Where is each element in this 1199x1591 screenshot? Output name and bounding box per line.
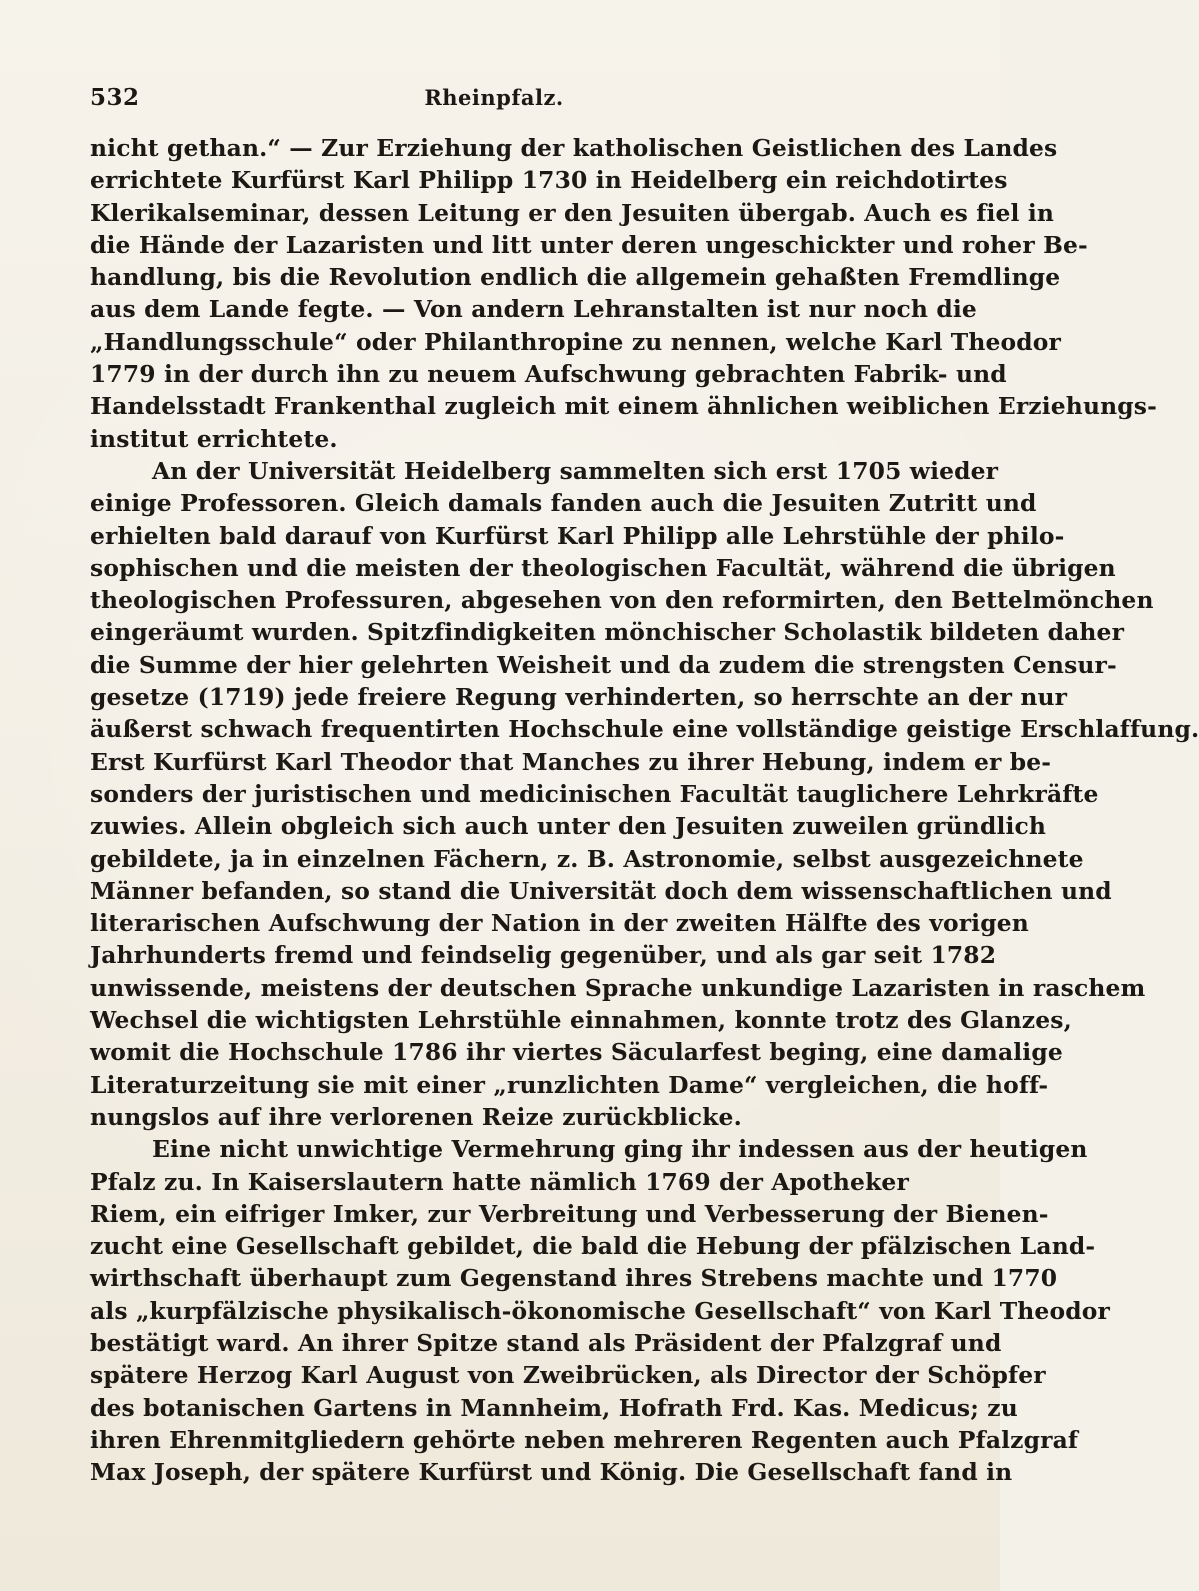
text-line: eingeräumt wurden. Spitzfindigkeiten mönchischer Scholastik bildeten daher <box>90 618 1125 647</box>
text-line: des botanischen Gartens in Mannheim, Hofrath Frd. Kas. Medicus; zu <box>90 1393 1018 1422</box>
text-line: Klerikalseminar, dessen Leitung er den Jesuiten übergab. Auch es fiel in <box>90 198 1055 227</box>
text-line: Literaturzeitung sie mit einer „runzlichten Dame“ vergleichen, die hoff- <box>90 1070 1049 1099</box>
text-line: bestätigt ward. An ihrer Spitze stand als Präsident der Pfalzgraf und <box>90 1328 1002 1357</box>
text-line: Pfalz zu. In Kaiserslautern hatte nämlich 1769 der Apotheker <box>90 1167 909 1196</box>
text-line: die Hände der Lazaristen und litt unter deren ungeschickter und roher Be- <box>90 230 1088 259</box>
text-line: „Handlungsschule“ oder Philanthropine zu nennen, welche Karl Theodor <box>90 327 1062 356</box>
text-line: einige Professoren. Gleich damals fanden auch die Jesuiten Zutritt und <box>90 489 1037 518</box>
text-line: nungslos auf ihre verlorenen Reize zurückblicke. <box>90 1102 742 1131</box>
text-line: sonders der juristischen und medicinischen Facultät tauglichere Lehrkräfte <box>90 779 1099 808</box>
text-line: als „kurpfälzische physikalisch-ökonomische Gesellschaft“ von Karl Theodor <box>90 1296 1110 1325</box>
text-line: theologischen Professuren, abgesehen von den reformirten, den Bettelmönchen <box>90 586 1154 615</box>
text-line: äußerst schwach frequentirten Hochschule eine vollständige geistige Erschlaffung. <box>90 715 1199 744</box>
text-line: 1779 in der durch ihn zu neuem Aufschwung gebrachten Fabrik- und <box>90 360 1007 389</box>
text-line: handlung, bis die Revolution endlich die allgemein gehaßten Fremdlinge <box>90 263 1061 292</box>
page-number: 532 <box>90 84 140 111</box>
text-line: zucht eine Gesellschaft gebildet, die bald die Hebung der pfälzischen Land- <box>90 1232 1096 1261</box>
text-line: die Summe der hier gelehrten Weisheit und da zudem die strengsten Censur- <box>90 650 1117 679</box>
text-line: Riem, ein eifriger Imker, zur Verbreitung und Verbesserung der Bienen- <box>90 1199 1049 1228</box>
text-line: aus dem Lande fegte. — Von andern Lehranstalten ist nur noch die <box>90 295 977 324</box>
text-line: Handelsstadt Frankenthal zugleich mit einem ähnlichen weiblichen Erziehungs- <box>90 392 1157 421</box>
text-line: Wechsel die wichtigsten Lehrstühle einnahmen, konnte trotz des Glanzes, <box>90 1006 1072 1035</box>
text-line: erhielten bald darauf von Kurfürst Karl Philipp alle Lehrstühle der philo- <box>90 521 1065 550</box>
text-line: wirthschaft überhaupt zum Gegenstand ihres Strebens machte und 1770 <box>90 1264 1058 1293</box>
text-line: zuwies. Allein obgleich sich auch unter den Jesuiten zuweilen gründlich <box>90 812 1047 841</box>
text-line: gebildete, ja in einzelnen Fächern, z. B. Astronomie, selbst ausgezeichnete <box>90 844 1084 873</box>
paragraph-start-line: An der Universität Heidelberg sammelten sich erst 1705 wieder <box>152 456 999 485</box>
paragraph-start-line: Eine nicht unwichtige Vermehrung ging ihr indessen aus der heutigen <box>152 1135 1088 1164</box>
text-line: ihren Ehrenmitgliedern gehörte neben mehreren Regenten auch Pfalzgraf <box>90 1425 1079 1454</box>
text-line: womit die Hochschule 1786 ihr viertes Säcularfest beging, eine damalige <box>90 1038 1063 1067</box>
page-header <box>90 84 898 124</box>
text-line: unwissende, meistens der deutschen Sprache unkundige Lazaristen in raschem <box>90 973 1146 1002</box>
text-line: gesetze (1719) jede freiere Regung verhinderten, so herrschte an der nur <box>90 683 1068 712</box>
text-line: errichtete Kurfürst Karl Philipp 1730 in Heidelberg ein reichdotirtes <box>90 166 1008 195</box>
text-line: Jahrhunderts fremd und feindselig gegenüber, und als gar seit 1782 <box>90 941 997 970</box>
text-line: institut errichtete. <box>90 424 338 453</box>
text-line: literarischen Aufschwung der Nation in der zweiten Hälfte des vorigen <box>90 909 1029 938</box>
text-line: spätere Herzog Karl August von Zweibrücken, als Director der Schöpfer <box>90 1361 1046 1390</box>
text-line: Männer befanden, so stand die Universität doch dem wissenschaftlichen und <box>90 876 1112 905</box>
text-line: nicht gethan.“ — Zur Erziehung der katholischen Geistlichen des Landes <box>90 134 1058 162</box>
text-line: Erst Kurfürst Karl Theodor that Manches zu ihrer Hebung, indem er be- <box>90 747 1052 776</box>
text-line: sophischen und die meisten der theologischen Facultät, während die übrigen <box>90 553 1116 582</box>
text-line: Max Joseph, der spätere Kurfürst und König. Die Gesellschaft fand in <box>90 1458 1013 1487</box>
running-head: Rheinpfalz. <box>424 85 564 110</box>
body-text <box>90 132 1199 1488</box>
